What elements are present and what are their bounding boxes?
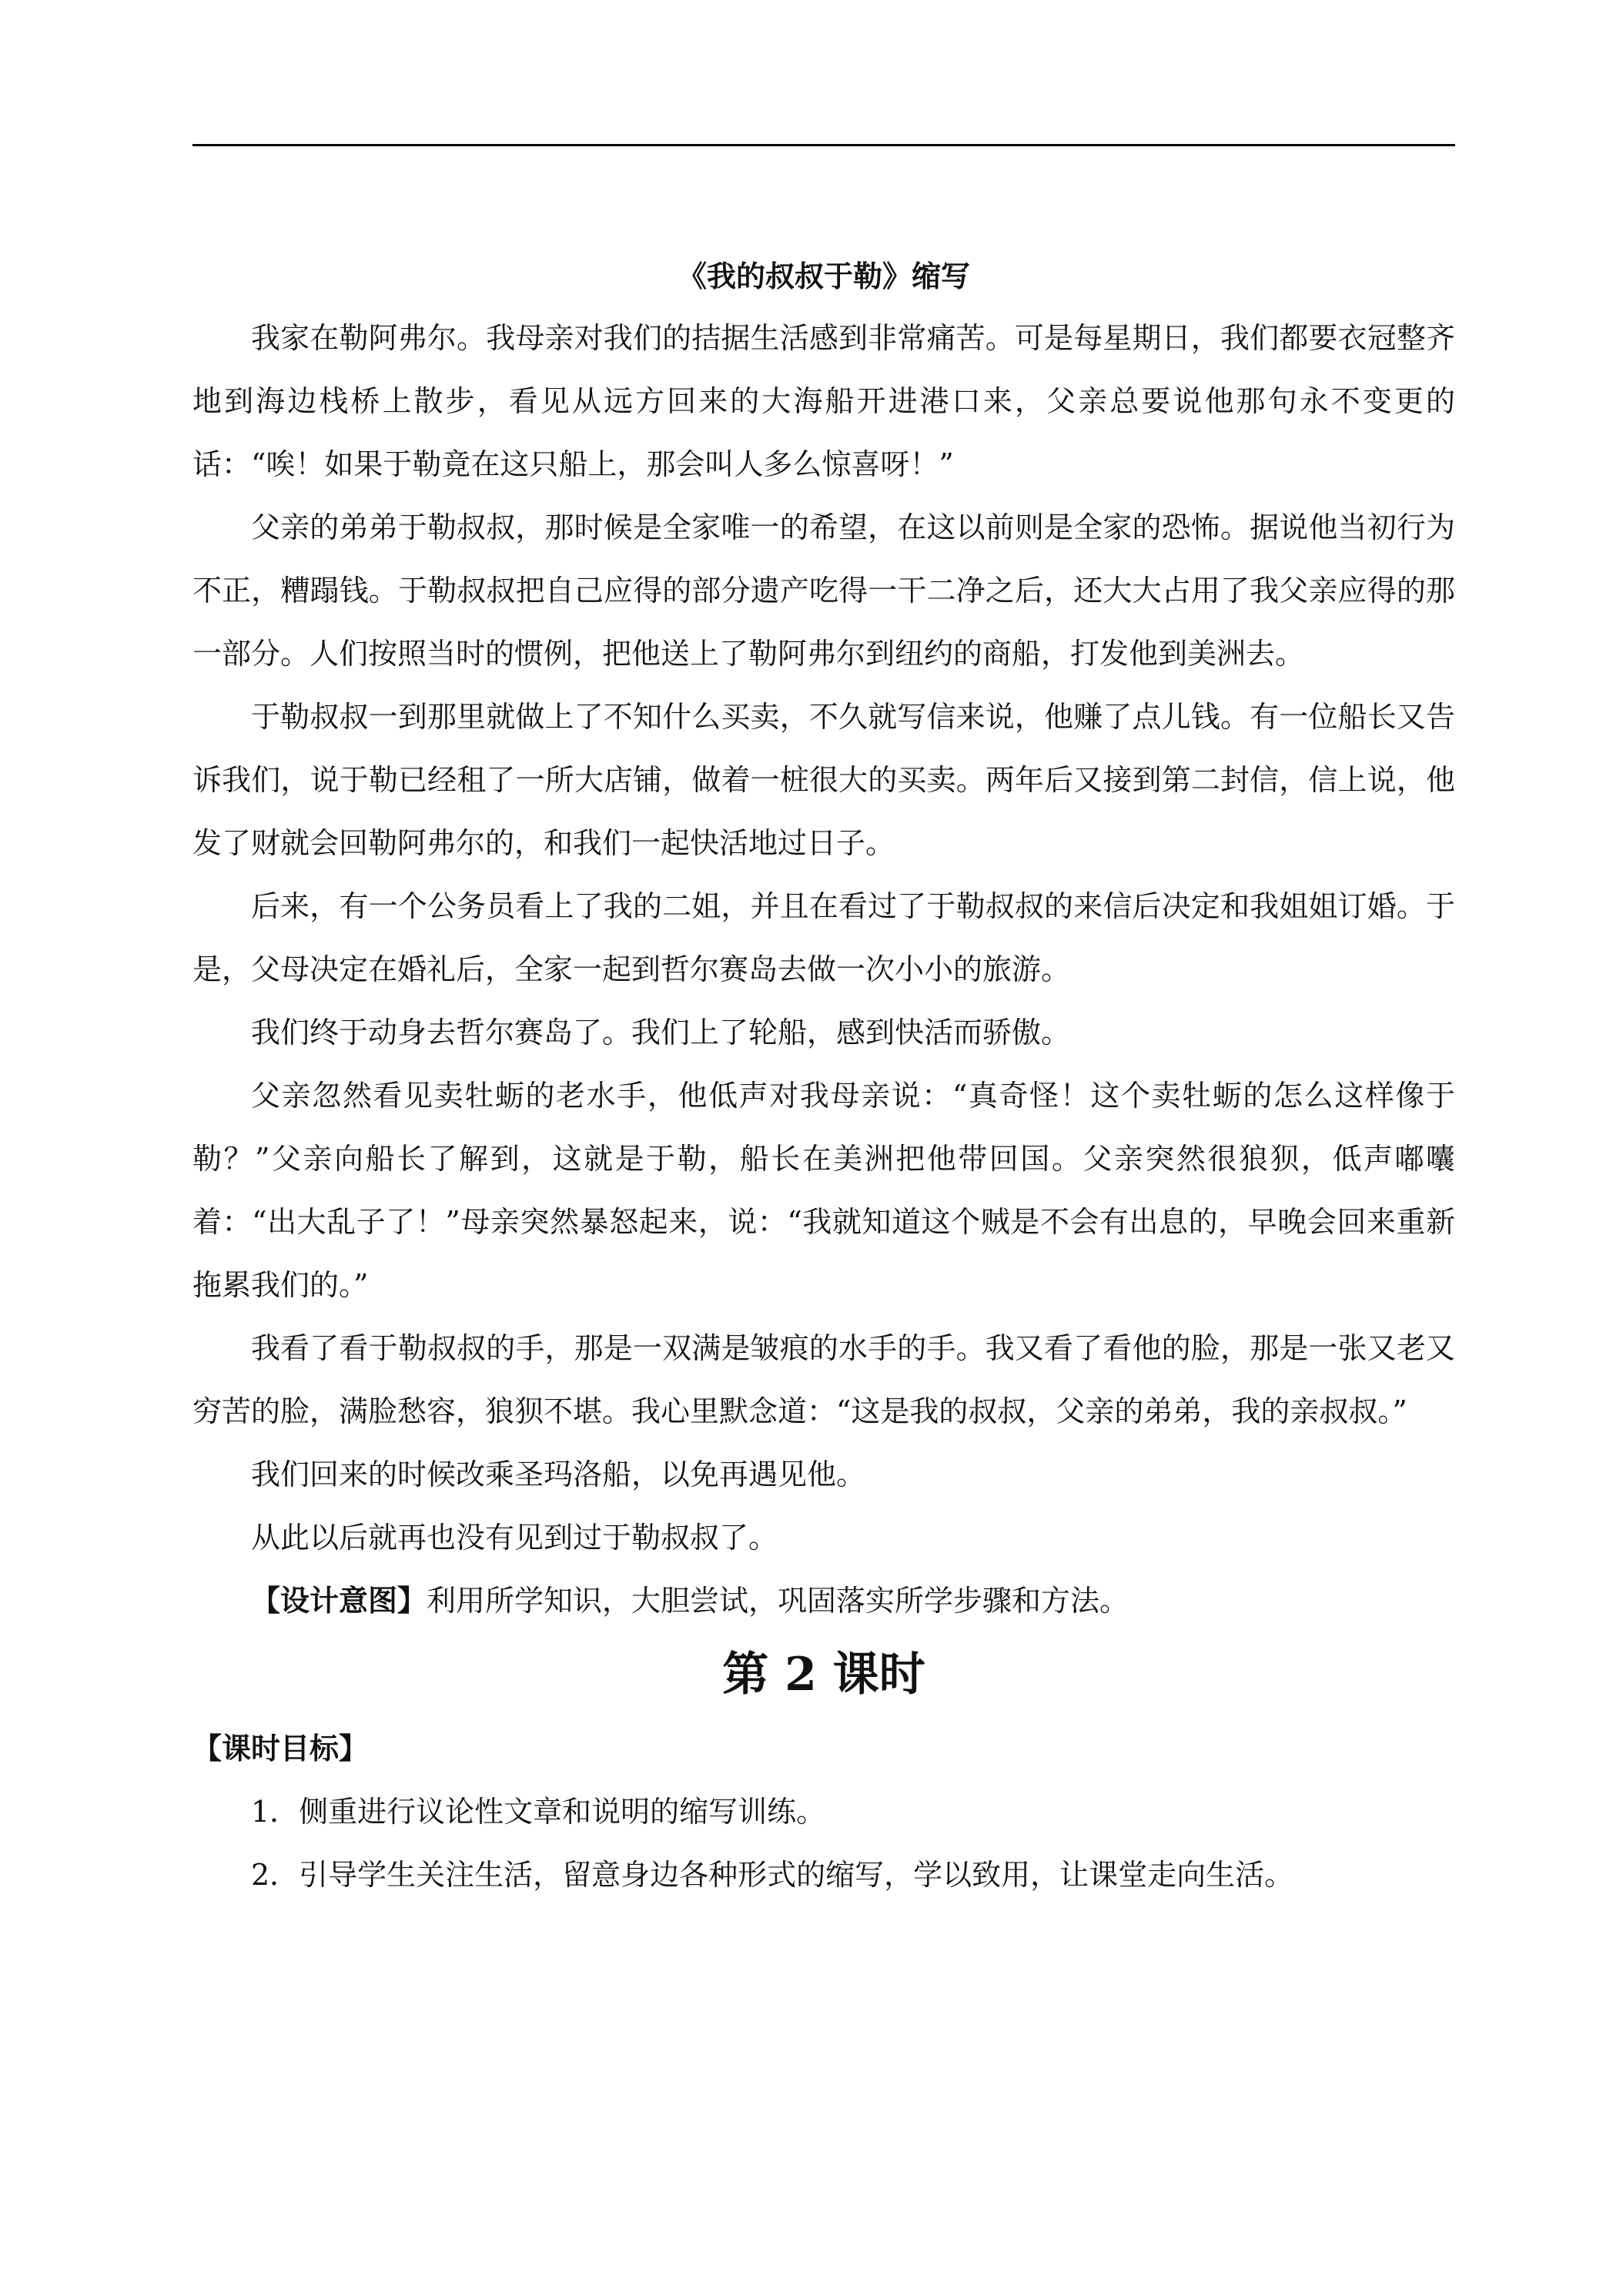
story-paragraph: 后来，有一个公务员看上了我的二姐，并且在看过了于勒叔叔的来信后决定和我姐姐订婚。于是，父母决定在婚礼后，全家一起到哲尔赛岛去做一次小小的旅游。 <box>192 889 1455 986</box>
lesson-goal-item: 2．引导学生关注生活，留意身边各种形式的缩写，学以致用，让课堂走向生活。 <box>251 1858 1294 1892</box>
lesson-heading: 第 2 课时 <box>722 1648 925 1702</box>
design-note-label: 【设计意图】 <box>251 1583 427 1618</box>
story-title: 《我的叔叔于勒》缩写 <box>677 259 970 293</box>
story-paragraph: 从此以后就再也没有见到过于勒叔叔了。 <box>251 1521 778 1555</box>
story-paragraph: 我们终于动身去哲尔赛岛了。我们上了轮船，感到快活而骄傲。 <box>251 1016 1071 1049</box>
story-paragraph: 父亲忽然看见卖牡蛎的老水手，他低声对我母亲说：“真奇怪！这个卖牡蛎的怎么这样像于勒？”父亲向船长了解到，这就是于勒，船长在美洲把他带回国。父亲突然很狼狈，低声嘟囔着：“出大乱子了！”母亲突然暴怒起来，说：“我就知道这个贼是不会有出息的，早晚会回来重新拖累我们的。” <box>192 1079 1455 1302</box>
story-paragraph: 父亲的弟弟于勒叔叔，那时候是全家唯一的希望，在这以前则是全家的恐怖。据说他当初行为不正，糟蹋钱。于勒叔叔把自己应得的部分遗产吃得一干二净之后，还大大占用了我父亲应得的那一部分。人们按照当时的惯例，把他送上了勒阿弗尔到纽约的商船，打发他到美洲去。 <box>192 510 1455 671</box>
page-content <box>192 246 1455 1906</box>
story-paragraph: 我看了看于勒叔叔的手，那是一双满是皱痕的水手的手。我又看了看他的脸，那是一张又老又穷苦的脸，满脸愁容，狼狈不堪。我心里默念道：“这是我的叔叔，父亲的弟弟，我的亲叔叔。” <box>192 1331 1455 1428</box>
design-note-text: 利用所学知识，大胆尝试，巩固落实所学步骤和方法。 <box>427 1584 1129 1618</box>
header-rule <box>192 144 1455 146</box>
design-note <box>192 1569 1455 1632</box>
lesson-goal-item: 1．侧重进行议论性文章和说明的缩写训练。 <box>251 1795 826 1829</box>
story-paragraph: 我家在勒阿弗尔。我母亲对我们的拮据生活感到非常痛苦。可是每星期日，我们都要衣冠整齐地到海边栈桥上散步，看见从远方回来的大海船开进港口来，父亲总要说他那句永不变更的话：“唉！如果于勒竟在这只船上，那会叫人多么惊喜呀！” <box>192 321 1455 481</box>
story-paragraph: 于勒叔叔一到那里就做上了不知什么买卖，不久就写信来说，他赚了点儿钱。有一位船长又告诉我们，说于勒已经租了一所大店铺，做着一桩很大的买卖。两年后又接到第二封信，信上说，他发了财就会回勒阿弗尔的，和我们一起快活地过日子。 <box>192 700 1455 860</box>
story-paragraph: 我们回来的时候改乘圣玛洛船，以免再遇见他。 <box>251 1458 866 1491</box>
lesson-goals-label: 【课时目标】 <box>192 1731 369 1766</box>
